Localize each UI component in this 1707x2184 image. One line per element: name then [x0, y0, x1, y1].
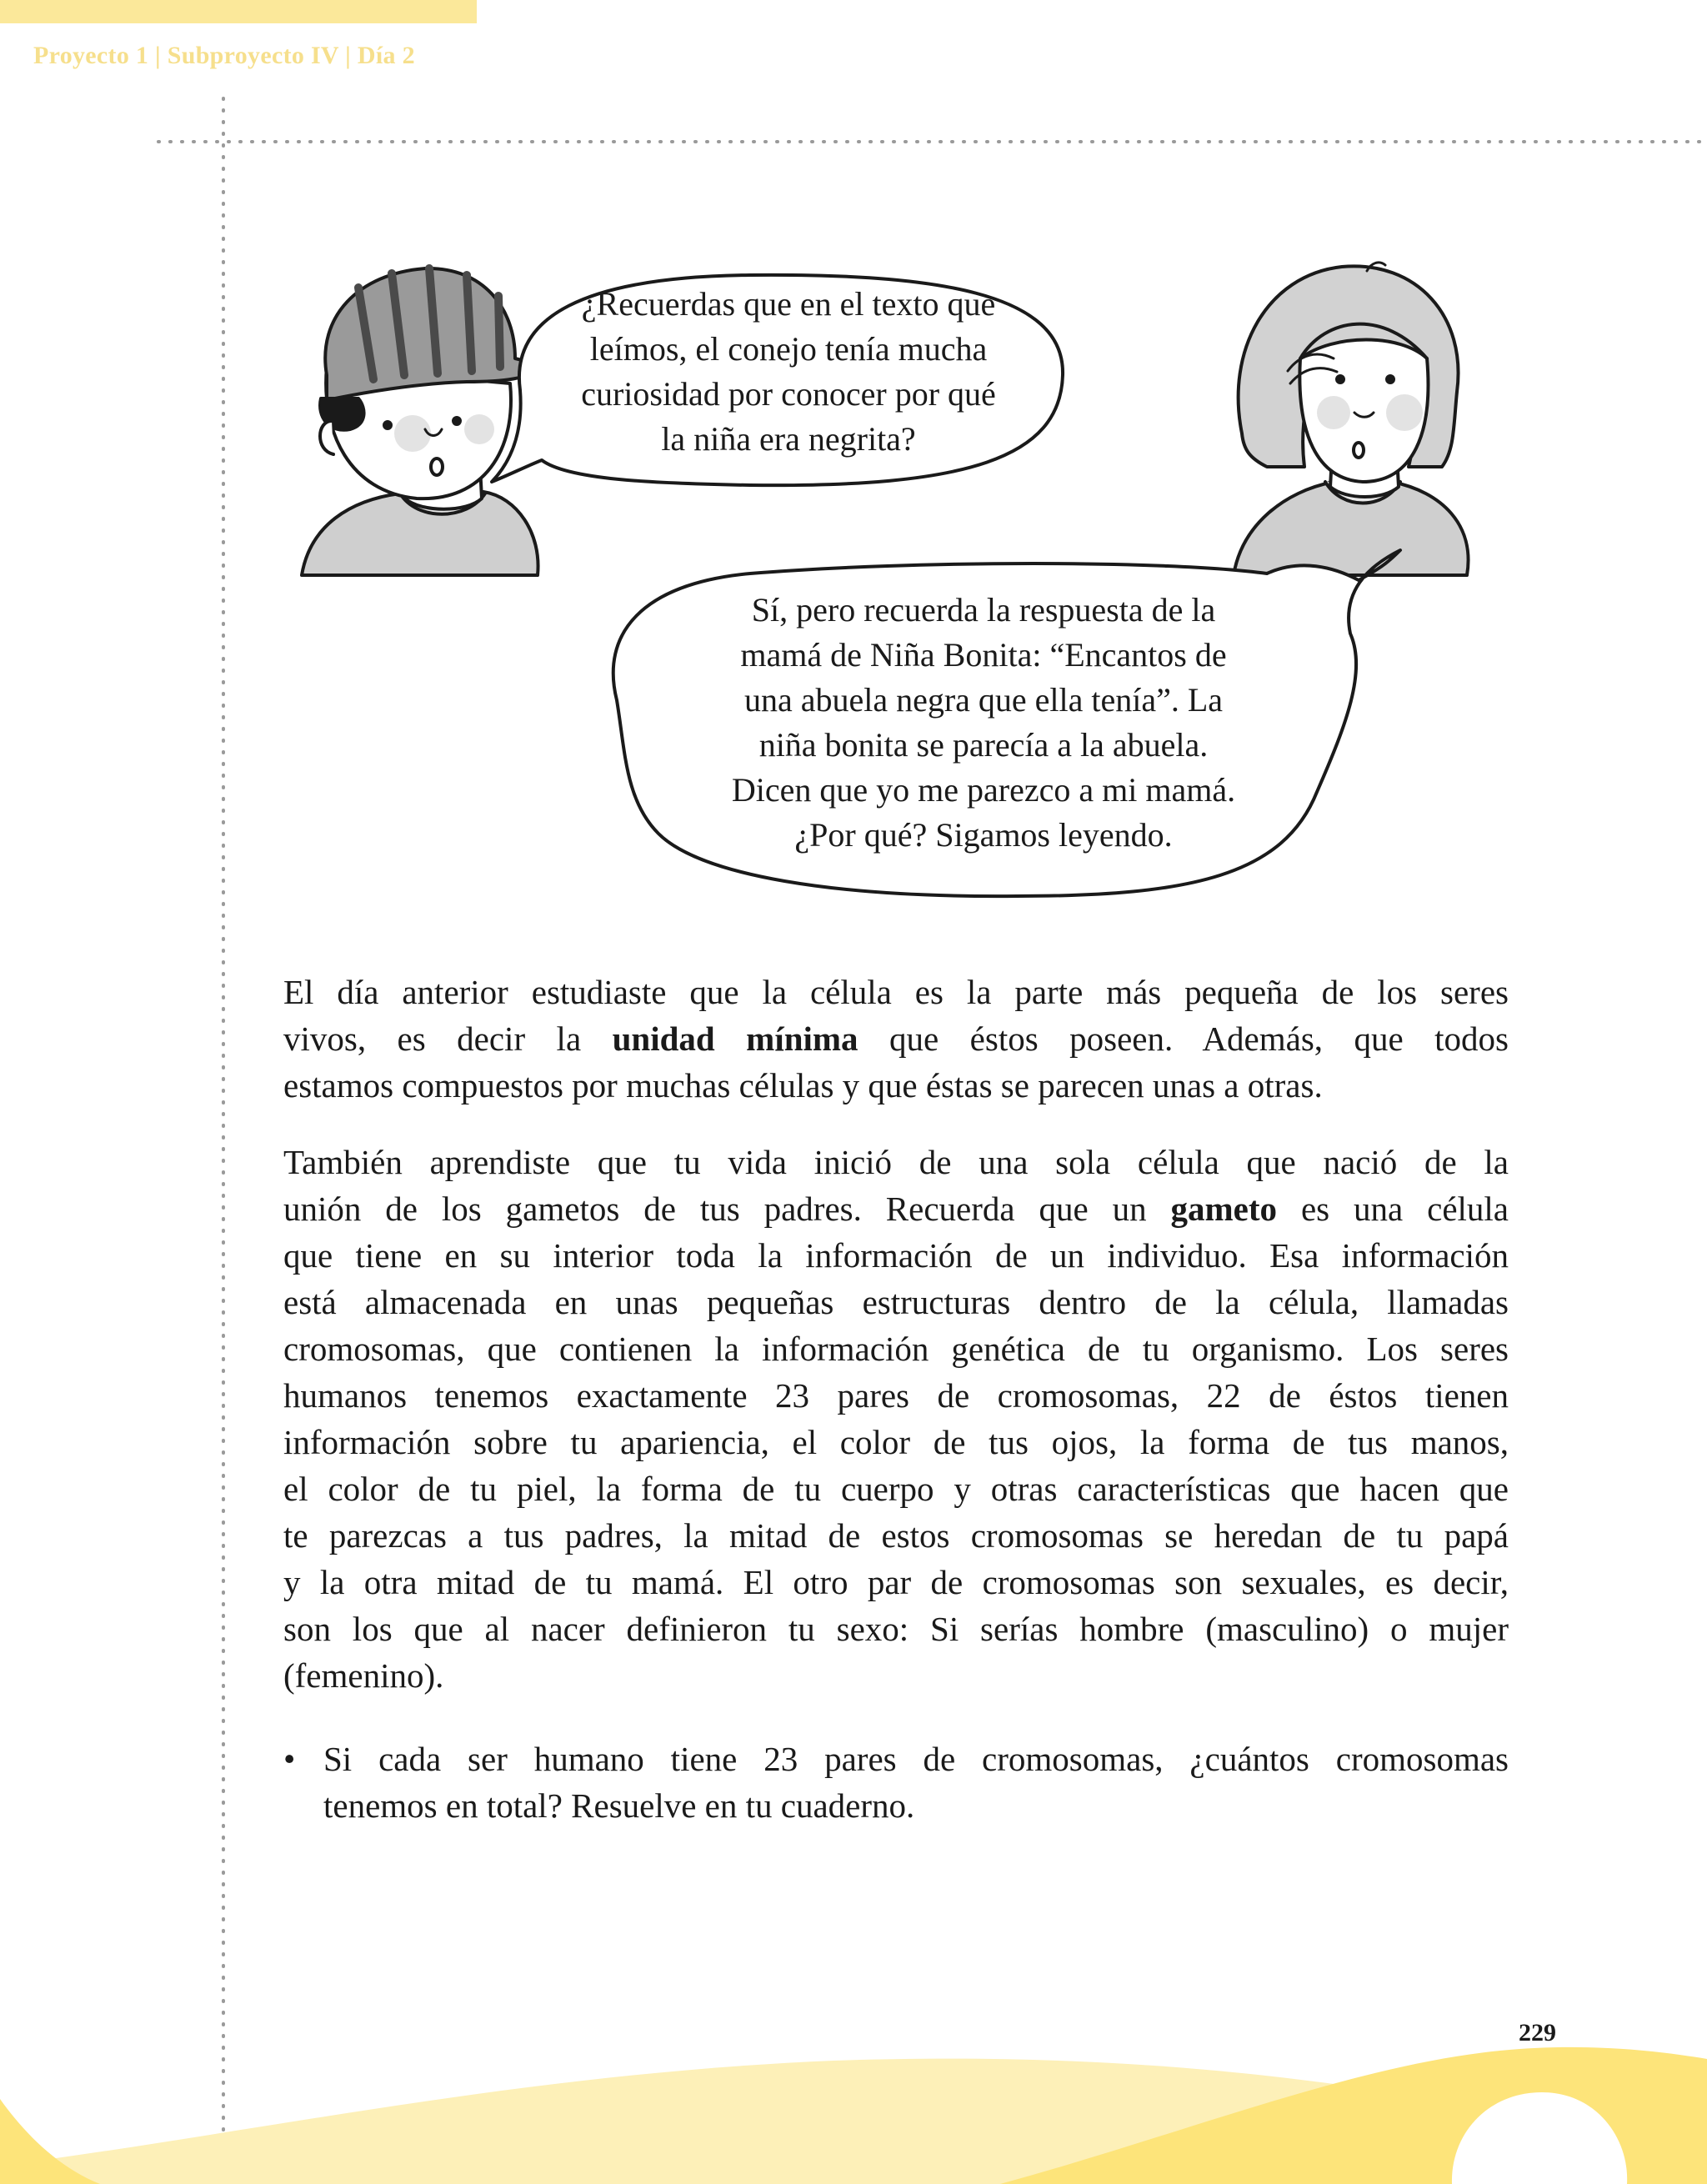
- girl-eye-left: [1337, 376, 1344, 383]
- paragraph-line: te parezcas a tus padres, la mitad de estos cromosomas se heredan de tu papá: [283, 1516, 1509, 1555]
- question-text: [323, 1736, 1509, 1829]
- girl-mouth: [1354, 443, 1364, 458]
- paragraph-line: También aprendiste que tu vida inició de una sola célula que nació de la: [283, 1143, 1509, 1181]
- boy-eye-left: [384, 422, 391, 428]
- paragraph-line: está almacenada en unas pequeñas estructuras dentro de la célula, llamadas: [283, 1283, 1509, 1321]
- paragraph-gametes-chromosomes: [283, 1139, 1509, 1699]
- text-run: que éstos poseen. Además, que todos: [858, 1019, 1509, 1058]
- girl-bubble-line: Sí, pero recuerda la respuesta de la: [751, 591, 1216, 629]
- paragraph-line: estamos compuestos por muchas células y que éstas se parecen unas a otras.: [283, 1066, 1323, 1105]
- paragraph-line: El día anterior estudiaste que la célula es la parte más pequeña de los seres: [283, 973, 1509, 1011]
- paragraph-line: son los que al nacer definieron tu sexo: Si serías hombre (masculino) o mujer: [283, 1610, 1509, 1648]
- bold-term-gameto: gameto: [1170, 1190, 1278, 1228]
- bullet-icon: •: [283, 1740, 296, 1778]
- paragraph-line: que tiene en su interior toda la información de un individuo. Esa información: [283, 1236, 1509, 1275]
- paragraph-line: [283, 1015, 1509, 1062]
- boy-mouth: [431, 458, 443, 475]
- girl-bubble-line: Dicen que yo me parezco a mi mamá.: [731, 771, 1236, 809]
- boy-bubble-line: la niña era negrita?: [661, 420, 916, 458]
- text-run: unión de los gametos de tus padres. Recuerda que un: [283, 1190, 1171, 1228]
- paragraph-line: cromosomas, que contienen la información genética de tu organismo. Los seres: [283, 1330, 1509, 1368]
- question-line: tenemos en total? Resuelve en tu cuaderno.: [323, 1786, 915, 1825]
- paragraph-line: humanos tenemos exactamente 23 pares de cromosomas, 22 de éstos tienen: [283, 1376, 1509, 1415]
- paragraph-line: información sobre tu apariencia, el color de tus ojos, la forma de tus manos,: [283, 1423, 1509, 1461]
- girl-eye-right: [1387, 376, 1394, 383]
- boy-ear: [320, 421, 333, 454]
- boy-bubble-line: leímos, el conejo tenía mucha: [589, 330, 988, 368]
- girl-bubble-line: ¿Por qué? Sigamos leyendo.: [794, 816, 1173, 854]
- bold-term-unidad-minima: unidad mínima: [612, 1019, 859, 1058]
- question-line: Si cada ser humano tiene 23 pares de cromosomas, ¿cuántos cromosomas: [323, 1740, 1509, 1778]
- page-number: 229: [1519, 2019, 1556, 2046]
- paragraph-line: [283, 1185, 1509, 1232]
- text-run: es una célula: [1277, 1190, 1509, 1228]
- boy-illustration: [302, 268, 542, 575]
- paragraph-line: y la otra mitad de tu mamá. El otro par de cromosomas son sexuales, es decir,: [283, 1563, 1509, 1601]
- text-run: vivos, es decir la: [283, 1019, 613, 1058]
- girl-bubble-text: [658, 588, 1309, 858]
- paragraph-cell-intro: [283, 969, 1509, 1109]
- girl-bubble-line: mamá de Niña Bonita: “Encantos de: [740, 636, 1227, 674]
- boy-bubble-text: [530, 282, 1047, 462]
- boy-bubble-line: ¿Recuerdas que en el texto que: [581, 285, 996, 323]
- paragraph-line: el color de tu piel, la forma de tu cuerpo y otras características que hacen que: [283, 1470, 1509, 1508]
- girl-illustration: [1234, 263, 1469, 575]
- boy-eye-right: [453, 418, 460, 424]
- girl-bubble-line: una abuela negra que ella tenía”. La: [743, 681, 1224, 719]
- paragraph-line: (femenino).: [283, 1656, 444, 1695]
- boy-bubble-line: curiosidad por conocer por qué: [581, 375, 996, 413]
- girl-bubble-line: niña bonita se parecía a la abuela.: [758, 726, 1209, 764]
- breadcrumb: Proyecto 1 | Subproyecto IV | Día 2: [33, 42, 415, 69]
